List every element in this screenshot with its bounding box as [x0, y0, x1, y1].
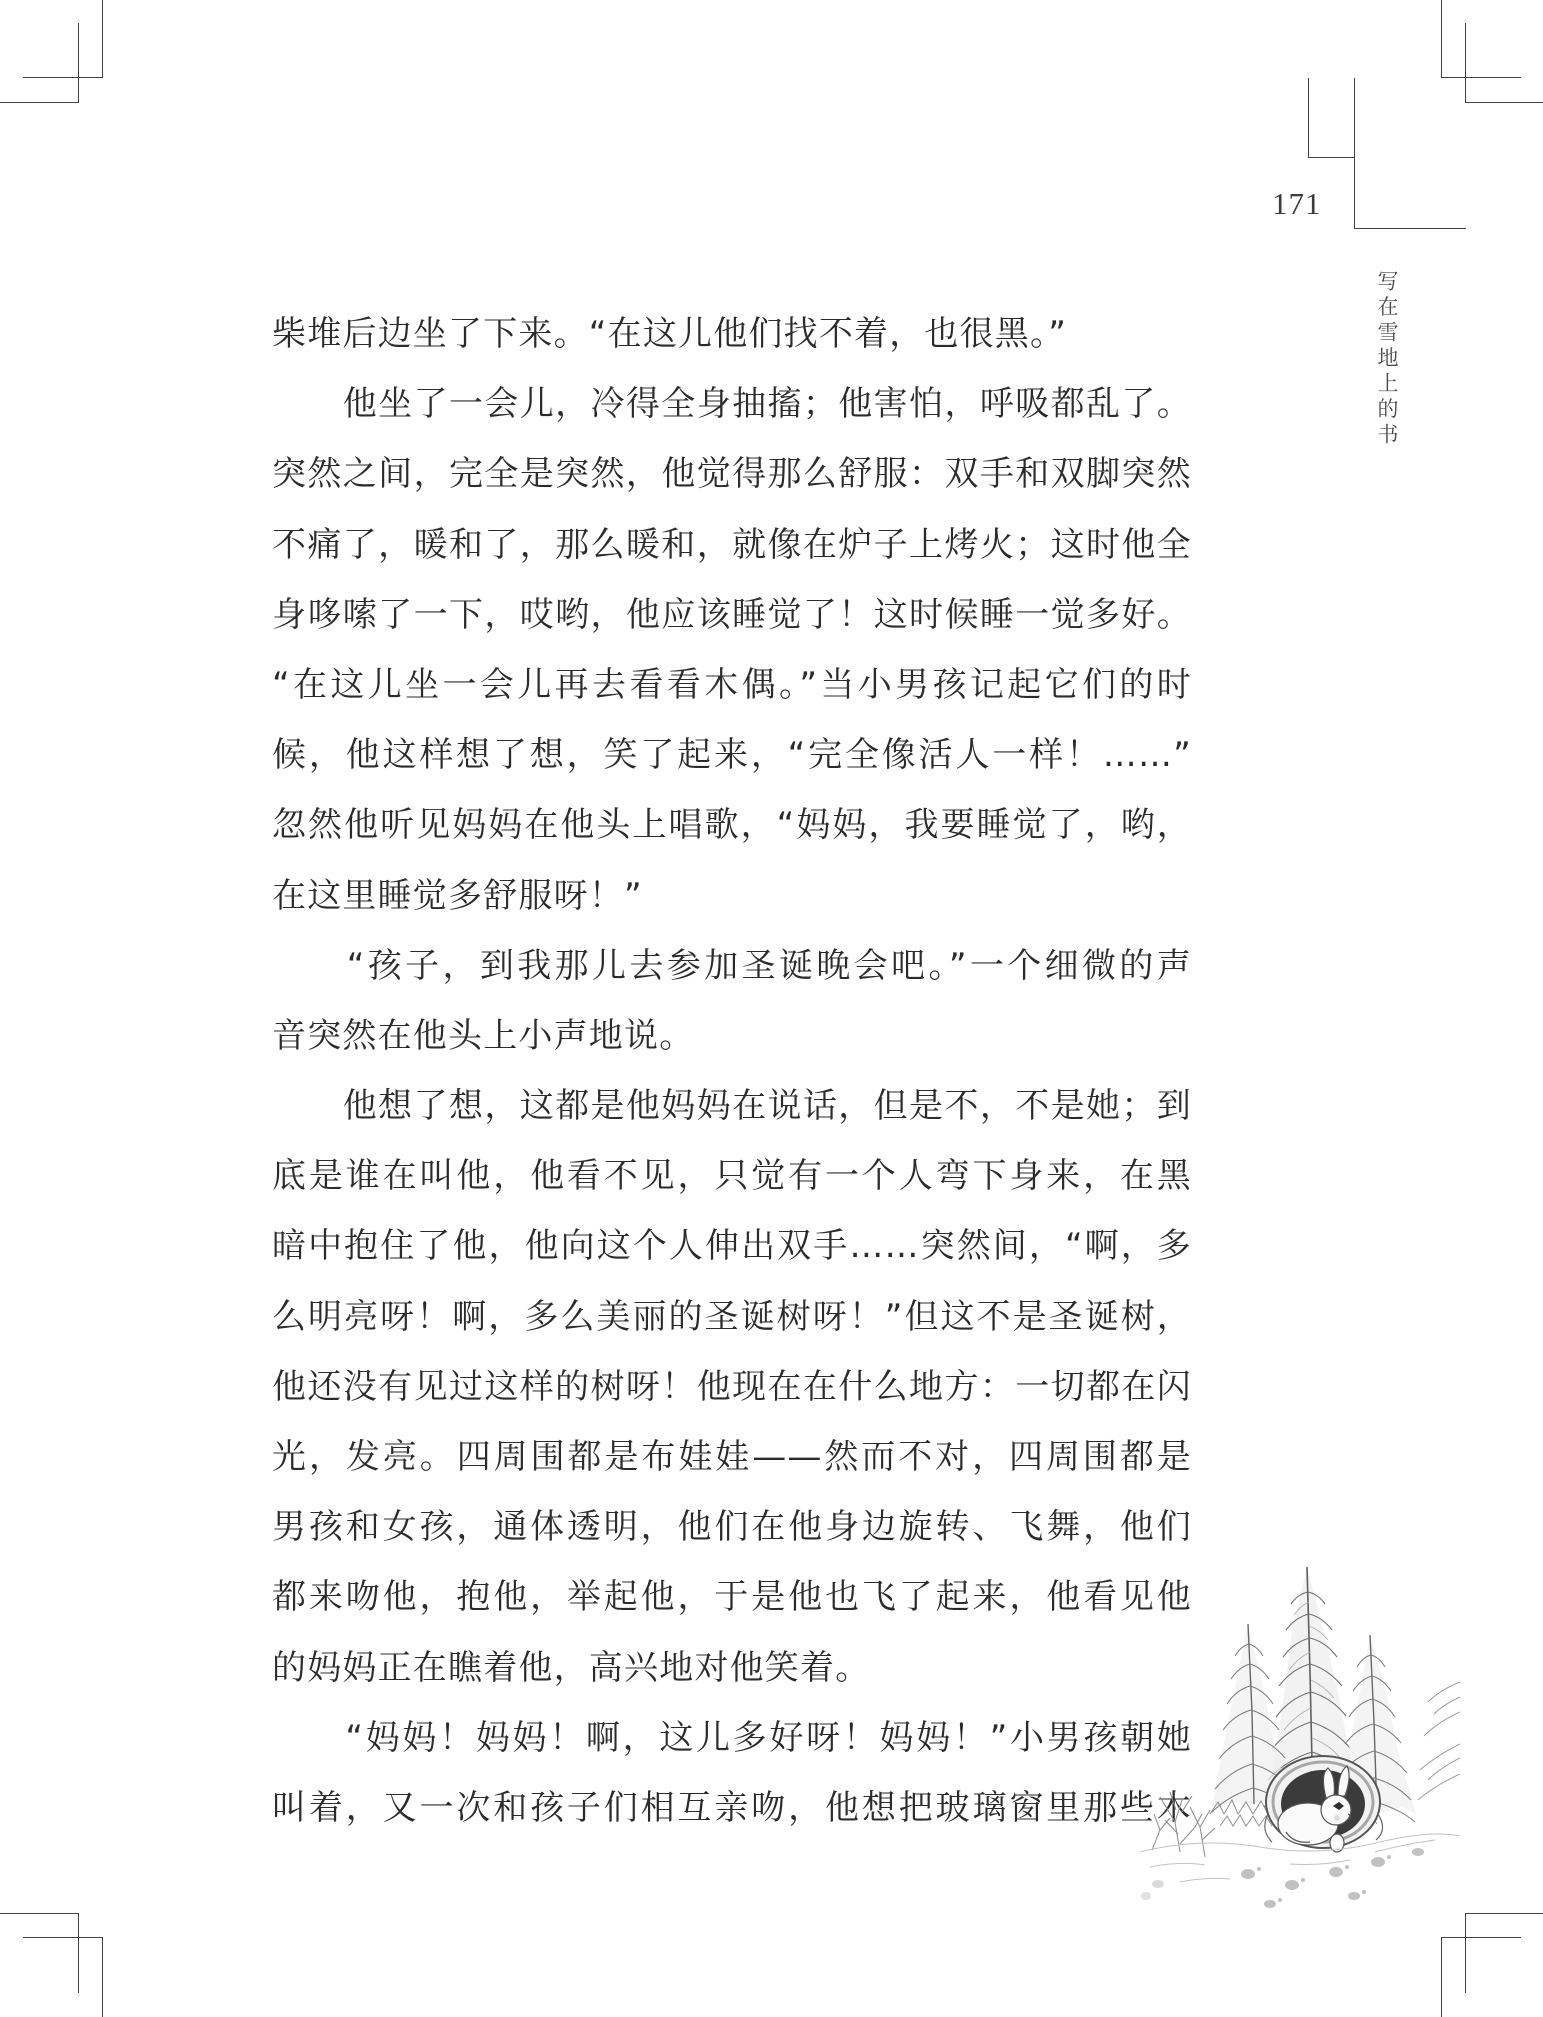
- text-line: 男孩和女孩，通体透明，他们在他身边旋转、飞舞，他们: [272, 1507, 1192, 1548]
- text-line: 候，他这样想了想，笑了起来，“完全像活人一样！……”: [272, 735, 1192, 776]
- text-line: 音突然在他头上小声地说。: [272, 1015, 695, 1056]
- text-line: 的妈妈正在瞧着他，高兴地对他笑着。: [272, 1647, 871, 1688]
- spine-fold-mark-upper: [1308, 78, 1355, 158]
- footprints-icon: [1141, 1848, 1424, 1908]
- book-side-title: 写在雪地上的书: [1375, 270, 1399, 449]
- spine-fold-mark-lower: [1354, 78, 1466, 229]
- text-line: 光，发亮。四周围都是布娃娃——然而不对，四周围都是: [272, 1437, 1192, 1477]
- body-text: [272, 299, 1192, 1843]
- text-line: 在这里睡觉多舒服呀！”: [272, 875, 643, 916]
- text-line: “妈妈！妈妈！啊，这儿多好呀！妈妈！”小男孩朝她: [272, 1717, 1192, 1758]
- text-line: 他还没有见过这样的树呀！他现在在什么地方：一切都在闪: [272, 1366, 1192, 1407]
- text-line: “在这儿坐一会儿再去看看木偶。”当小男孩记起它们的时: [272, 664, 1192, 705]
- crop-mark-bottom-right-inner: [1465, 1913, 1543, 1993]
- text-line: 不痛了，暖和了，那么暖和，就像在炉子上烤火；这时他全: [272, 524, 1192, 565]
- text-line: 柴堆后边坐了下来。“在这儿他们找不着，也很黑。”: [272, 314, 1068, 354]
- edge-branches-icon: [1418, 1682, 1460, 1800]
- text-line: 么明亮呀！啊，多么美丽的圣诞树呀！”但这不是圣诞树，: [272, 1296, 1192, 1337]
- text-line: 底是谁在叫他，他看不见，只觉有一个人弯下身来，在黑: [272, 1156, 1192, 1197]
- text-line: 他坐了一会儿，冷得全身抽搐；他害怕，呼吸都乱了。: [272, 384, 1192, 425]
- text-line: 叫着，又一次和孩子们相互亲吻，他想把玻璃窗里那些木: [272, 1787, 1192, 1828]
- text-line: 身哆嗦了一下，哎哟，他应该睡觉了！这时候睡一觉多好。: [272, 594, 1192, 635]
- forest-rabbit-illustration: [1140, 1552, 1460, 1924]
- text-line: 突然之间，完全是突然，他觉得那么舒服：双手和双脚突然: [272, 454, 1192, 495]
- crop-mark-top-right-inner: [1465, 23, 1543, 103]
- crop-mark-bottom-left-inner: [0, 1913, 79, 1993]
- crop-mark-top-left-inner: [0, 23, 79, 103]
- text-line: 都来吻他，抱他，举起他，于是他也飞了起来，他看见他: [272, 1577, 1192, 1618]
- text-line: 他想了想，这都是他妈妈在说话，但是不，不是她；到: [272, 1086, 1192, 1127]
- text-line: 忽然他听见妈妈在他头上唱歌，“妈妈，我要睡觉了，哟，: [272, 805, 1192, 846]
- page-number: 171: [1272, 186, 1322, 221]
- text-line: “孩子，到我那儿去参加圣诞晚会吧。”一个细微的声: [272, 945, 1192, 986]
- text-line: 暗中抱住了他，他向这个人伸出双手……突然间，“啊，多: [272, 1226, 1192, 1267]
